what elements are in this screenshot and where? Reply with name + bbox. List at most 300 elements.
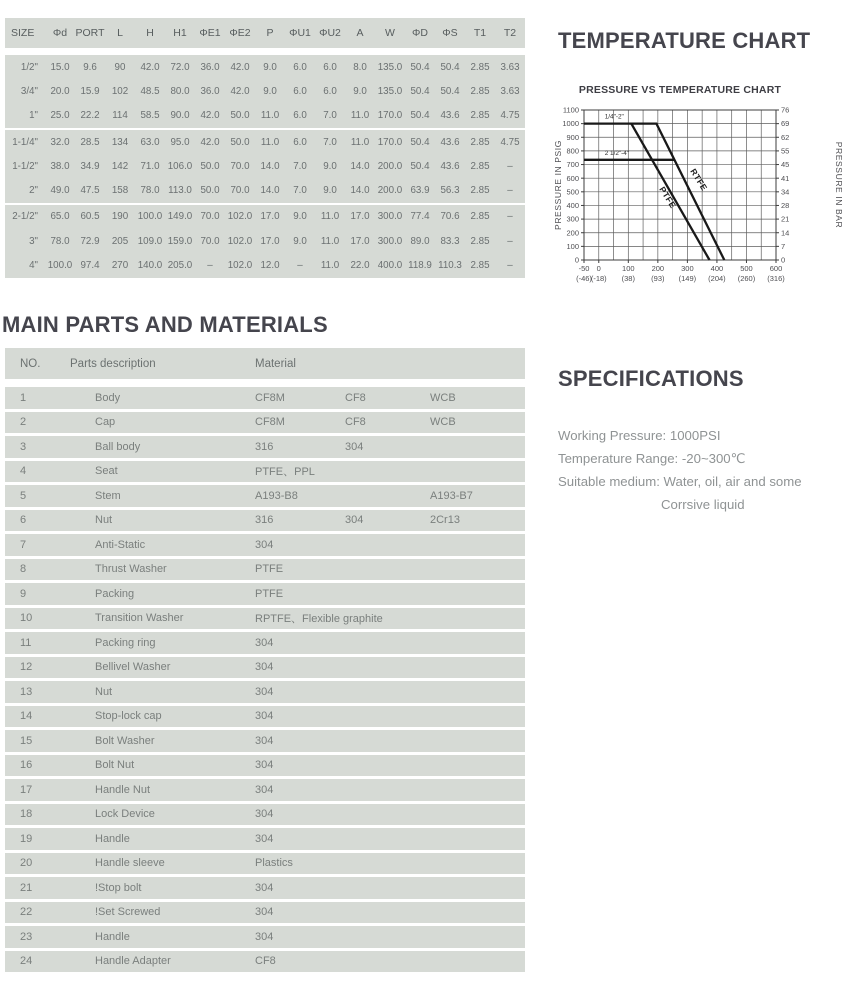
dims-header-cell: ΦE1 (199, 27, 221, 39)
part-description: Thrust Washer (95, 563, 167, 576)
dims-cell: 9.0 (323, 160, 337, 172)
dims-cell: 3.63 (500, 61, 520, 73)
dims-cell: 2.85 (470, 85, 490, 97)
dims-cell: 70.0 (230, 160, 250, 172)
table-row (5, 926, 525, 948)
dims-cell: 17.0 (350, 211, 370, 223)
parts-table (5, 348, 525, 975)
part-number: 4 (20, 465, 27, 478)
dims-cell: 42.0 (230, 61, 250, 73)
dims-cell: 4.75 (500, 110, 520, 122)
part-number: 15 (20, 734, 33, 747)
y-left-tick-label: 900 (566, 132, 579, 142)
part-material: 304 (255, 734, 274, 747)
parts-header-material: Material (255, 357, 296, 370)
dims-cell: 170.0 (377, 110, 403, 122)
dims-cell: 134 (111, 136, 129, 148)
part-material: 304 (255, 783, 274, 796)
dims-cell: 114 (112, 110, 128, 122)
dims-cell: 11.0 (260, 136, 280, 148)
y-left-tick-label: 500 (566, 187, 579, 197)
part-description: Handle (95, 930, 130, 943)
dims-header-cell: Φd (52, 27, 68, 39)
part-material: 304 (255, 832, 274, 845)
dims-cell: 50.4 (410, 110, 430, 122)
parts-header-row (5, 348, 525, 379)
part-description: Handle sleeve (95, 857, 165, 870)
dims-cell: 6.0 (323, 85, 337, 97)
dims-cell: 80.0 (170, 85, 190, 97)
x-tick-label-c: (260) (737, 274, 756, 283)
dims-cell: 159.0 (167, 235, 193, 247)
table-row (5, 559, 525, 581)
x-tick-label-c: (93) (651, 274, 665, 283)
specifications-text (558, 424, 802, 516)
part-material: PTFE、PPL (255, 466, 315, 479)
dims-cell: 113.0 (168, 185, 192, 197)
dims-cell: 65.0 (50, 211, 70, 223)
y-left-tick-label: 700 (566, 160, 579, 170)
dims-cell: 135.0 (377, 85, 403, 97)
part-number: 10 (20, 612, 33, 625)
dims-cell: 109.0 (137, 235, 163, 247)
dims-cell: 300.0 (377, 211, 403, 223)
dims-cell: 142 (111, 160, 129, 172)
y-left-tick-label: 0 (574, 255, 579, 265)
dims-cell: 47.5 (80, 185, 100, 197)
dims-header-cell: A (356, 27, 364, 39)
dims-row-group (5, 130, 525, 203)
part-number: 21 (20, 881, 33, 894)
temperature-chart-title: TEMPERATURE CHART (558, 28, 811, 53)
table-row (5, 130, 525, 154)
table-row (5, 779, 525, 801)
part-material: 304 (255, 661, 274, 674)
part-material: PTFE (255, 563, 284, 576)
part-number: 7 (20, 538, 27, 551)
table-row (5, 951, 525, 973)
dims-cell: 78.0 (50, 235, 70, 247)
table-row (5, 436, 525, 458)
table-row (5, 412, 525, 434)
part-description: Anti-Static (95, 538, 146, 551)
part-number: 22 (20, 906, 33, 919)
dims-cell: 22.0 (350, 260, 370, 272)
dims-header-cell: H (146, 27, 154, 39)
part-number: 13 (20, 685, 33, 698)
part-number: 12 (20, 661, 33, 674)
dims-cell: 43.6 (440, 110, 460, 122)
part-number: 11 (20, 636, 32, 649)
dims-header-cell: L (117, 27, 123, 39)
dims-cell: 2.85 (470, 160, 490, 172)
dims-cell: – (207, 260, 213, 272)
dims-cell: 9.0 (323, 185, 337, 197)
y-right-axis-title: PRESSURE IN BAR (834, 141, 844, 229)
dims-cell: 48.5 (140, 85, 160, 97)
dims-cell: 106.0 (167, 160, 193, 172)
dims-cell: 3/4" (20, 85, 38, 97)
y-left-tick-label: 300 (566, 214, 579, 224)
dims-cell: 3.63 (500, 85, 520, 97)
chart-annotation: PTFE (657, 184, 679, 211)
part-number: 14 (20, 710, 33, 723)
x-tick-label-c: (38) (621, 274, 635, 283)
dims-cell: 50.4 (410, 61, 430, 73)
dims-cell: 22.2 (80, 110, 100, 122)
dims-cell: 8.0 (353, 61, 367, 73)
dims-cell: 70.0 (200, 211, 220, 223)
table-row (5, 706, 525, 728)
spec-suitable-medium: Suitable medium: Water, oil, air and some (558, 474, 802, 489)
x-tick-label-f: -50 (578, 264, 590, 273)
dims-header-cell: SIZE (11, 27, 35, 39)
part-number: 2 (20, 416, 27, 429)
table-row (5, 877, 525, 899)
part-description: Seat (95, 465, 118, 478)
dims-cell: 63.9 (410, 185, 430, 197)
dims-cell: 1-1/2" (12, 160, 38, 172)
dims-cell: 7.0 (323, 136, 337, 148)
part-number: 6 (20, 514, 27, 527)
dims-cell: 60.5 (80, 211, 100, 223)
dims-cell: 77.4 (410, 211, 430, 223)
y-left-tick-label: 800 (566, 146, 579, 156)
chart-annotation: RTFE (688, 166, 710, 193)
part-description: Handle (95, 832, 130, 845)
dims-cell: 200.0 (377, 160, 403, 172)
dims-cell: 2.85 (470, 110, 490, 122)
dims-cell: 6.0 (293, 61, 307, 73)
dims-cell: 97.4 (80, 260, 100, 272)
table-row (5, 657, 525, 679)
part-material: A193-B8 (255, 489, 298, 502)
y-left-tick-label: 200 (566, 228, 579, 238)
spec-suitable-medium-cont: Corrsive liquid (661, 497, 745, 512)
dims-cell: 135.0 (377, 61, 403, 73)
part-material: 316 (255, 440, 274, 453)
dims-cell: 43.6 (440, 160, 460, 172)
x-tick-label-c: (-46) (576, 274, 592, 283)
dims-cell: 11.0 (350, 136, 370, 148)
part-description: Stop-lock cap (95, 710, 162, 723)
part-number: 3 (20, 440, 27, 453)
dims-cell: 300.0 (377, 235, 403, 247)
dims-cell: 200.0 (377, 185, 403, 197)
table-row (5, 154, 525, 178)
dims-cell: – (507, 235, 513, 247)
part-material: 304 (255, 930, 274, 943)
y-right-tick-label: 41 (781, 173, 790, 183)
dimensions-header-row (5, 18, 525, 48)
dims-cell: 11.0 (320, 235, 340, 247)
part-number: 23 (20, 930, 33, 943)
part-description: Bolt Washer (95, 734, 155, 747)
parts-header-part: Parts description (70, 357, 156, 370)
y-right-tick-label: 69 (781, 119, 790, 129)
part-description: Packing (95, 587, 135, 600)
dims-cell: 72.0 (170, 61, 190, 73)
dims-header-cell: W (385, 27, 395, 39)
x-tick-label-f: 400 (710, 264, 724, 273)
table-row (5, 632, 525, 654)
part-description: Stem (95, 489, 121, 502)
dims-cell: 9.0 (293, 235, 307, 247)
table-row (5, 853, 525, 875)
dims-cell: 90 (114, 61, 126, 73)
dims-header-cell: P (266, 27, 274, 39)
chart-plot-frame (584, 110, 776, 260)
y-left-tick-label: 1000 (562, 119, 579, 129)
part-material: CF8M (255, 416, 285, 429)
table-row (5, 510, 525, 532)
dims-cell: 42.0 (200, 110, 220, 122)
dims-cell: 50.4 (440, 85, 460, 97)
dims-cell: 38.0 (50, 160, 70, 172)
dims-cell: 2" (29, 185, 38, 197)
table-row (5, 681, 525, 703)
dims-cell: – (507, 211, 513, 223)
part-material: 304 (255, 636, 274, 649)
dims-cell: 102.0 (227, 235, 253, 247)
dims-header-cell: ΦD (412, 27, 428, 39)
specifications-title: SPECIFICATIONS (558, 366, 744, 391)
y-right-tick-label: 21 (781, 214, 790, 224)
part-material: PTFE (255, 587, 284, 600)
part-material: 304 (255, 881, 274, 894)
dims-cell: 2.85 (470, 235, 490, 247)
dims-cell: 9.0 (263, 61, 277, 73)
y-left-axis-title: PRESSURE IN PSIG (553, 140, 563, 230)
part-number: 19 (20, 832, 33, 845)
table-row (5, 485, 525, 507)
part-number: 17 (20, 783, 33, 796)
part-number: 18 (20, 808, 33, 821)
table-row (5, 730, 525, 752)
dims-cell: 50.0 (230, 136, 250, 148)
dims-cell: 70.0 (230, 185, 250, 197)
dims-header-cell: ΦS (442, 27, 458, 39)
dims-cell: 58.5 (140, 110, 160, 122)
dims-cell: 72.9 (80, 235, 100, 247)
dims-cell: 11.0 (260, 110, 280, 122)
dims-cell: 7.0 (293, 160, 307, 172)
y-left-tick-label: 100 (566, 241, 579, 251)
dims-cell: 110.3 (438, 260, 462, 272)
dims-cell: 17.0 (260, 235, 280, 247)
dims-cell: 14.0 (350, 160, 370, 172)
part-material: 304 (345, 440, 364, 453)
part-material: 304 (255, 685, 274, 698)
table-row (5, 55, 525, 79)
dims-cell: 17.0 (260, 211, 280, 223)
y-right-tick-label: 28 (781, 201, 790, 211)
y-left-tick-label: 400 (566, 201, 579, 211)
dims-cell: 11.0 (320, 260, 340, 272)
part-description: Transition Washer (95, 612, 184, 625)
dims-cell: 6.0 (293, 85, 307, 97)
dims-cell: 12.0 (260, 260, 280, 272)
chart-annotation: 1/4"-2" (604, 113, 624, 121)
dims-cell: 90.0 (170, 110, 190, 122)
dims-cell: 102 (111, 85, 129, 97)
part-material: 304 (255, 759, 274, 772)
dims-cell: 400.0 (377, 260, 403, 272)
part-number: 1 (20, 391, 27, 404)
dims-cell: 63.0 (140, 136, 160, 148)
dims-cell: – (297, 260, 303, 272)
part-description: Bellivel Washer (95, 661, 171, 674)
dims-cell: – (507, 260, 513, 272)
dims-cell: 6.0 (323, 61, 337, 73)
part-description: Bolt Nut (95, 759, 135, 772)
chart-title: PRESSURE VS TEMPERATURE CHART (578, 84, 782, 96)
table-row (5, 804, 525, 826)
dims-header-cell: ΦE2 (229, 27, 251, 39)
dims-cell: 100.0 (137, 211, 163, 223)
dims-cell: 2-1/2" (12, 211, 38, 223)
part-material: RPTFE、Flexible graphite (255, 613, 383, 626)
spec-temperature-range: Temperature Range: -20~300℃ (558, 451, 746, 466)
part-number: 5 (20, 489, 27, 502)
dims-cell: 9.0 (353, 85, 367, 97)
dims-cell: 70.6 (440, 211, 460, 223)
y-left-tick-label: 600 (566, 173, 579, 183)
dims-cell: 7.0 (293, 185, 307, 197)
dims-cell: 50.4 (410, 85, 430, 97)
spec-working-pressure: Working Pressure: 1000PSI (558, 428, 721, 443)
dims-cell: 1-1/4" (12, 136, 38, 148)
part-material: A193-B7 (430, 489, 473, 502)
part-material: CF8 (345, 391, 366, 404)
y-right-tick-label: 0 (781, 255, 786, 265)
y-right-tick-label: 76 (781, 105, 790, 115)
part-material: CF8 (255, 955, 276, 968)
dims-cell: 2.85 (470, 136, 490, 148)
part-description: Handle Adapter (95, 955, 171, 968)
dims-cell: 11.0 (350, 110, 370, 122)
dims-cell: 28.5 (80, 136, 100, 148)
part-number: 8 (20, 563, 27, 576)
part-material: 304 (255, 808, 274, 821)
table-row (5, 205, 525, 229)
y-right-tick-label: 7 (781, 241, 786, 251)
dims-cell: 270 (111, 260, 129, 272)
dims-cell: – (507, 185, 513, 197)
table-row (5, 253, 525, 277)
dims-cell: 71.0 (140, 160, 160, 172)
dims-cell: 42.0 (230, 85, 250, 97)
dims-cell: 9.6 (83, 61, 97, 73)
part-material: 304 (255, 538, 274, 551)
table-row (5, 583, 525, 605)
dims-cell: 15.9 (80, 85, 100, 97)
parts-header-no: NO. (20, 357, 41, 370)
table-row (5, 79, 525, 103)
dims-cell: 4.75 (500, 136, 520, 148)
part-material: 304 (255, 906, 274, 919)
table-row (5, 229, 525, 253)
chart-annotation: 2 1/2"-4" (604, 150, 630, 157)
dims-cell: 50.0 (200, 185, 220, 197)
table-row (5, 534, 525, 556)
parts-section-title: MAIN PARTS AND MATERIALS (2, 312, 328, 337)
dims-header-cell: PORT (75, 27, 105, 39)
dims-cell: 205.0 (167, 260, 193, 272)
dims-cell: 50.4 (410, 160, 430, 172)
dimensions-table (5, 18, 525, 280)
x-tick-label-c: (316) (767, 274, 785, 283)
dims-header-cell: ΦU1 (289, 27, 311, 39)
dims-cell: 70.0 (200, 235, 220, 247)
dims-cell: 83.3 (440, 235, 460, 247)
dims-cell: – (507, 160, 513, 172)
dims-cell: 1/2" (20, 61, 38, 73)
dims-cell: 36.0 (200, 61, 220, 73)
part-description: Handle Nut (95, 783, 151, 796)
dims-cell: 89.0 (410, 235, 430, 247)
dims-cell: 32.0 (50, 136, 70, 148)
dims-cell: 9.0 (263, 85, 277, 97)
dims-cell: 49.0 (50, 185, 70, 197)
part-description: Body (95, 391, 121, 404)
dims-cell: 50.0 (230, 110, 250, 122)
dims-cell: 50.4 (440, 61, 460, 73)
table-row (5, 828, 525, 850)
part-material: 304 (345, 514, 364, 527)
part-material: CF8 (345, 416, 366, 429)
dims-cell: 100.0 (47, 260, 73, 272)
part-material: 304 (255, 710, 274, 723)
dims-cell: 158 (111, 185, 129, 197)
dims-cell: 6.0 (293, 110, 307, 122)
part-material: Plastics (255, 857, 293, 870)
dims-cell: 9.0 (293, 211, 307, 223)
x-tick-label-f: 0 (596, 264, 601, 273)
dims-cell: 170.0 (377, 136, 403, 148)
x-tick-label-f: 500 (740, 264, 753, 273)
dims-cell: 42.0 (200, 136, 220, 148)
part-description: Nut (95, 685, 113, 698)
dims-cell: 102.0 (227, 260, 253, 272)
dims-cell: 36.0 (200, 85, 220, 97)
dims-cell: 17.0 (350, 235, 370, 247)
table-row (5, 461, 525, 483)
x-tick-label-c: (149) (678, 274, 697, 283)
y-right-tick-label: 34 (781, 187, 790, 197)
table-row (5, 902, 525, 924)
y-left-tick-label: 1100 (562, 105, 579, 115)
dims-cell: 14.0 (350, 185, 370, 197)
dims-cell: 11.0 (320, 211, 340, 223)
dims-cell: 20.0 (50, 85, 70, 97)
dims-cell: 140.0 (137, 260, 163, 272)
table-row (5, 755, 525, 777)
part-material: 2Cr13 (430, 514, 460, 527)
x-tick-label-f: 100 (622, 264, 635, 273)
dims-cell: 2.85 (470, 211, 490, 223)
part-description: !Set Screwed (95, 906, 161, 919)
part-description: Nut (95, 514, 113, 527)
pressure-temperature-chart (552, 80, 845, 292)
y-right-tick-label: 14 (781, 228, 790, 238)
part-description: Cap (95, 416, 116, 429)
dims-header-cell: T2 (503, 27, 517, 39)
x-tick-label-c: (-18) (590, 274, 607, 283)
part-material: CF8M (255, 391, 285, 404)
dims-cell: 50.0 (200, 160, 220, 172)
dims-cell: 15.0 (50, 61, 70, 73)
